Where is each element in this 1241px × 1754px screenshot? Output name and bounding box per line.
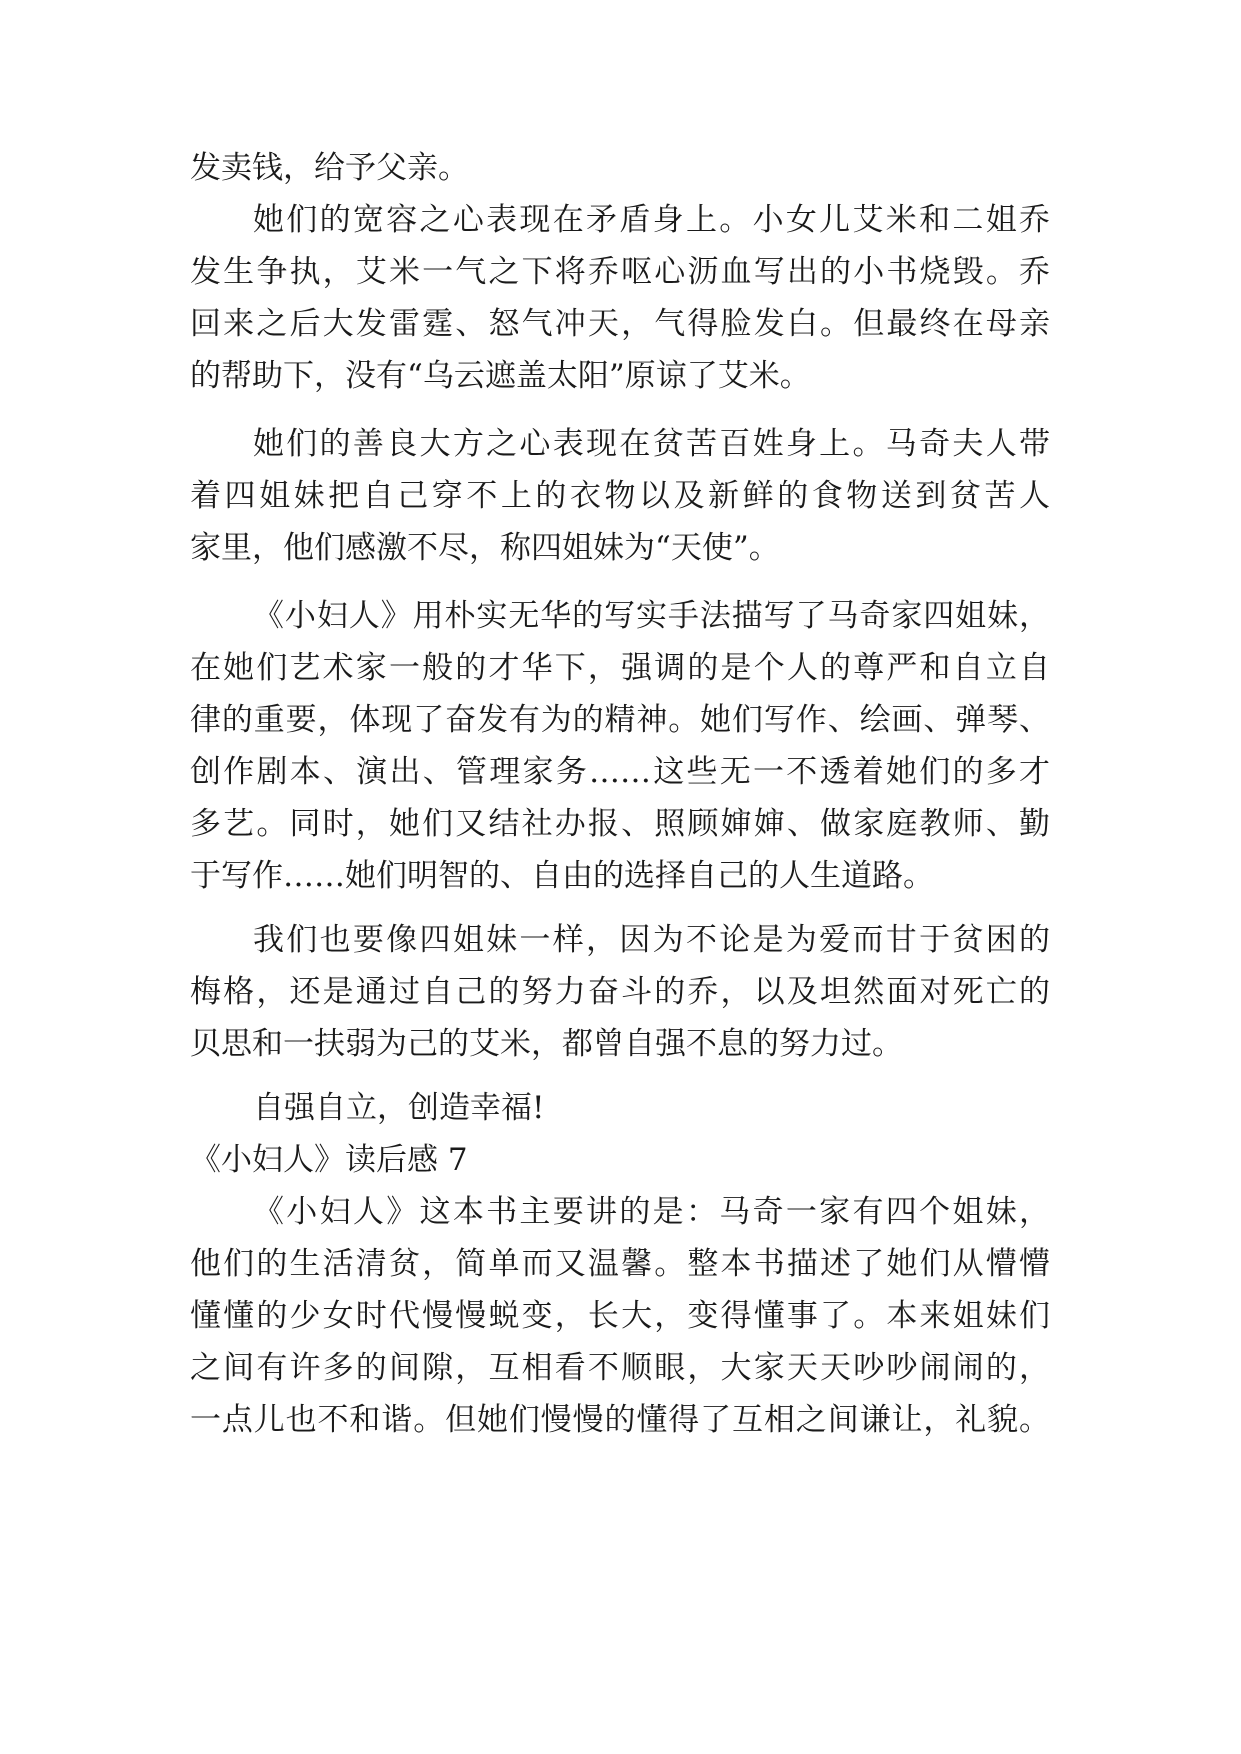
paragraph-first-line: 她们的善良大方之心表现在贫苦百姓身上。马奇夫人带 <box>253 426 1050 462</box>
text-line: 懂懂的少女时代慢慢蜕变，长大，变得懂事了。本来姐妹们 <box>190 1298 1050 1334</box>
text-line: 发生争执，艾米一气之下将乔呕心沥血写出的小书烧毁。乔 <box>190 254 1050 290</box>
section-heading: 《小妇人》读后感 7 <box>190 1142 468 1178</box>
text-line: 梅格，还是通过自己的努力奋斗的乔，以及坦然面对死亡的 <box>190 974 1050 1010</box>
text-line: 贝思和一扶弱为己的艾米，都曾自强不息的努力过。 <box>190 1026 903 1062</box>
text-line: 一点儿也不和谐。但她们慢慢的懂得了互相之间谦让，礼貌。 <box>190 1402 1050 1438</box>
paragraph-first-line: 自强自立，创造幸福! <box>253 1090 545 1126</box>
text-line: 创作剧本、演出、管理家务……这些无一不透着她们的多才 <box>190 754 1050 790</box>
text-line: 于写作……她们明智的、自由的选择自己的人生道路。 <box>190 858 934 894</box>
text-line: 着四姐妹把自己穿不上的衣物以及新鲜的食物送到贫苦人 <box>190 478 1050 514</box>
paragraph-first-line: 《小妇人》这本书主要讲的是：马奇一家有四个姐妹， <box>253 1194 1050 1230</box>
text-line: 回来之后大发雷霆、怒气冲天，气得脸发白。但最终在母亲 <box>190 306 1050 342</box>
paragraph-first-line: 《小妇人》用朴实无华的写实手法描写了马奇家四姐妹， <box>253 598 1050 634</box>
text-line: 律的重要，体现了奋发有为的精神。她们写作、绘画、弹琴、 <box>190 702 1050 738</box>
text-line: 多艺。同时，她们又结社办报、照顾婶婶、做家庭教师、勤 <box>190 806 1050 842</box>
text-line: 他们的生活清贫，简单而又温馨。整本书描述了她们从懵懵 <box>190 1246 1050 1282</box>
text-line: 的帮助下，没有“乌云遮盖太阳”原谅了艾米。 <box>190 358 811 394</box>
text-line: 家里，他们感激不尽，称四姐妹为“天使”。 <box>190 530 780 566</box>
text-line: 之间有许多的间隙，互相看不顺眼，大家天天吵吵闹闹的， <box>190 1350 1050 1386</box>
text-line: 发卖钱，给予父亲。 <box>190 150 469 186</box>
paragraph-first-line: 她们的宽容之心表现在矛盾身上。小女儿艾米和二姐乔 <box>253 202 1050 238</box>
text-line: 在她们艺术家一般的才华下，强调的是个人的尊严和自立自 <box>190 650 1050 686</box>
paragraph-first-line: 我们也要像四姐妹一样，因为不论是为爱而甘于贫困的 <box>253 922 1050 958</box>
